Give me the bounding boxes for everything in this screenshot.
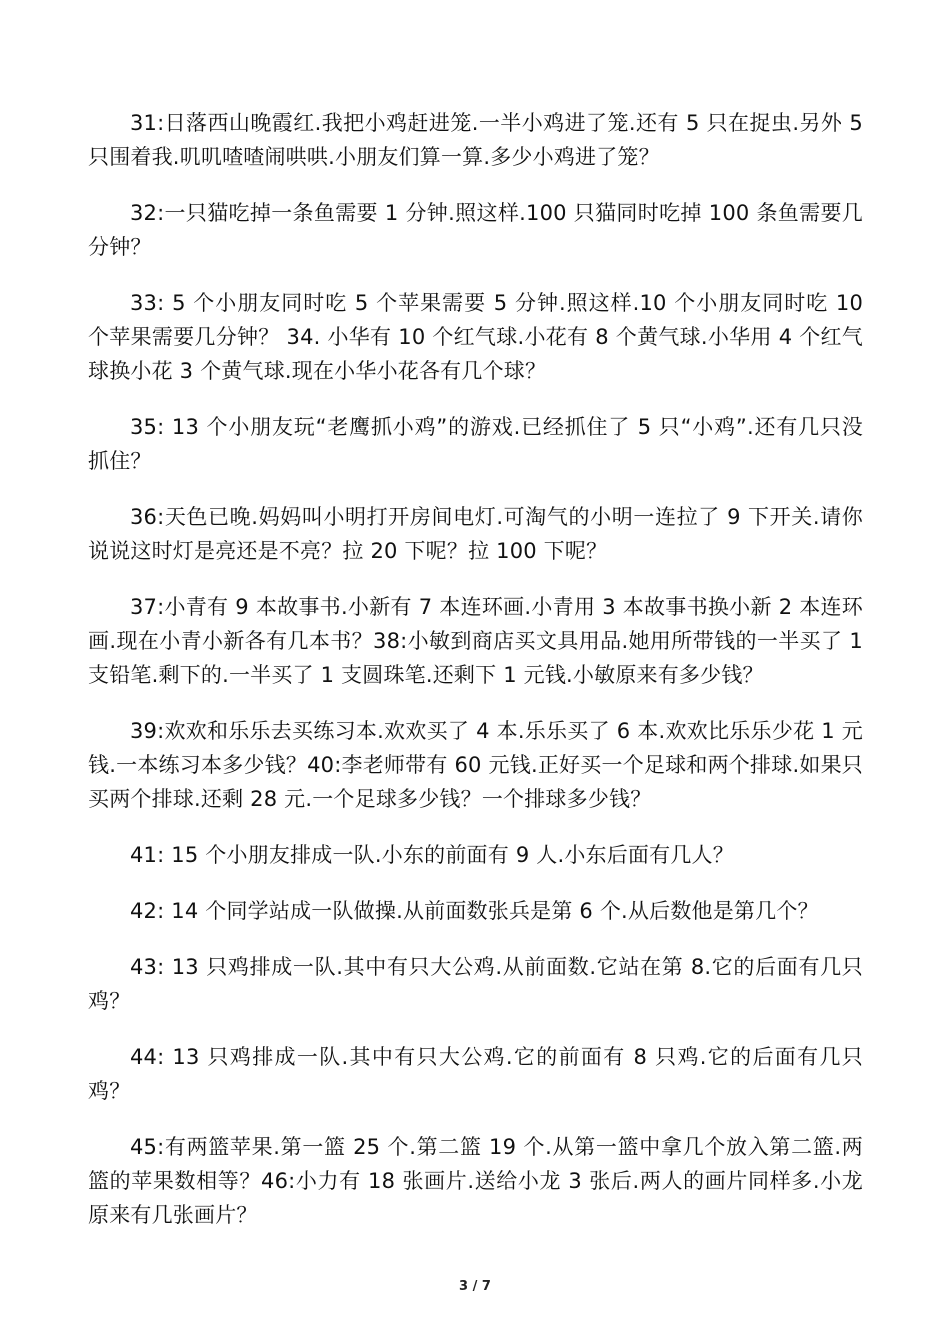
problem-44-paragraph: 44: 13 只鸡排成一队.其中有只大公鸡.它的前面有 8 只鸡.它的后面有几只鸡？ <box>88 1045 863 1103</box>
problem-41-paragraph: 41: 15 个小朋友排成一队.小东的前面有 9 人.小东后面有几人？ <box>130 843 734 867</box>
document-body <box>88 106 863 1254</box>
problem-32-paragraph: 32:一只猫吃掉一条鱼需要 1 分钟.照这样.100 只猫同时吃掉 100 条鱼需要几分钟？ <box>88 201 863 259</box>
problem-43-paragraph: 43: 13 只鸡排成一队.其中有只大公鸡.从前面数.它站在第 8.它的后面有几只鸡？ <box>88 955 863 1013</box>
problem-42-paragraph: 42: 14 个同学站成一队做操.从前面数张兵是第 6 个.从后数他是第几个？ <box>130 899 819 923</box>
problem-45-46-paragraph: 45:有两篮苹果.第一篮 25 个.第二篮 19 个.从第一篮中拿几个放入第二篮.两篮的苹果数相等？46:小力有 18 张画片.送给小龙 3 张后.两人的画片同样多.小龙原来有几张画片？ <box>88 1135 863 1227</box>
problem-39-40-paragraph: 39:欢欢和乐乐去买练习本.欢欢买了 4 本.乐乐买了 6 本.欢欢比乐乐少花 1 元钱.一本练习本多少钱？40:李老师带有 60 元钱.正好买一个足球和两个排球.如果只买两个排球.还剩 28 元.一个足球多少钱？一个排球多少钱？ <box>88 719 863 811</box>
page-number-footer: 3 / 7 <box>459 1279 491 1294</box>
problem-35-paragraph: 35: 13 个小朋友玩“老鹰抓小鸡”的游戏.已经抓住了 5 只“小鸡”.还有几只没抓住？ <box>88 415 863 473</box>
problem-31-paragraph: 31:日落西山晚霞红.我把小鸡赶进笼.一半小鸡进了笼.还有 5 只在捉虫.另外 5 只围着我.叽叽喳喳闹哄哄.小朋友们算一算.多少小鸡进了笼？ <box>88 111 863 169</box>
problem-33-34-paragraph: 33: 5 个小朋友同时吃 5 个苹果需要 5 分钟.照这样.10 个小朋友同时吃 10 个苹果需要几分钟？ 34. 小华有 10 个红气球.小花有 8 个黄气球.小华用 4 个红气球换小花 3 个黄气球.现在小华小花各有几个球？ <box>88 291 863 383</box>
problem-37-38-paragraph: 37:小青有 9 本故事书.小新有 7 本连环画.小青用 3 本故事书换小新 2 本连环画.现在小青小新各有几本书？38:小敏到商店买文具用品.她用所带钱的一半买了 1 支铅笔.剩下的.一半买了 1 支圆珠笔.还剩下 1 元钱.小敏原来有多少钱？ <box>88 595 863 687</box>
problem-36-paragraph: 36:天色已晚.妈妈叫小明打开房间电灯.可淘气的小明一连拉了 9 下开关.请你说说这时灯是亮还是不亮？拉 20 下呢？拉 100 下呢？ <box>88 505 863 563</box>
